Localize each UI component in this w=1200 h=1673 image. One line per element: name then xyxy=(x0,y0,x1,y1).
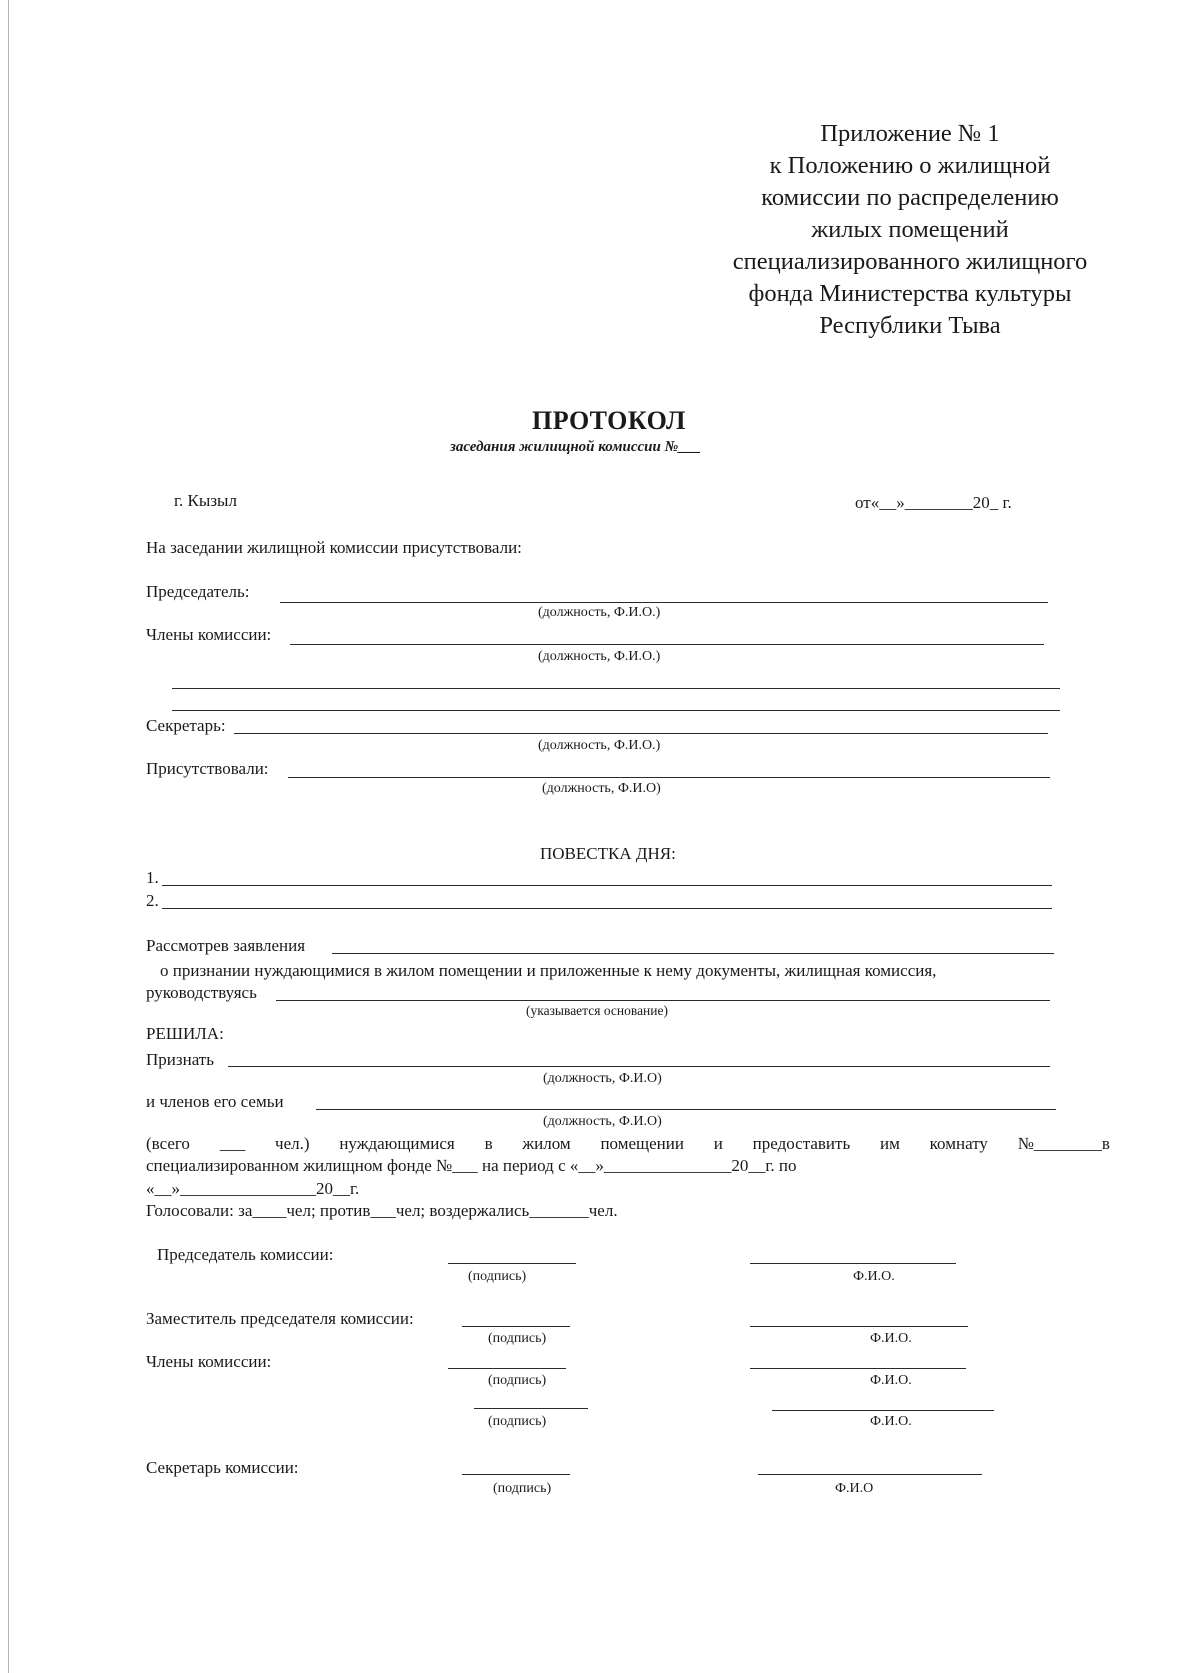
hint-position: (должность, Ф.И.О) xyxy=(543,1071,662,1086)
justified-word: чел.) xyxy=(275,1134,310,1153)
fio-hint: Ф.И.О. xyxy=(870,1331,912,1346)
signature-line xyxy=(462,1326,570,1327)
present-heading: На заседании жилищной комиссии присутствовали: xyxy=(146,538,522,557)
fio-hint: Ф.И.О. xyxy=(870,1373,912,1388)
decided-label: РЕШИЛА: xyxy=(146,1024,224,1043)
members-label: Члены комиссии: xyxy=(146,625,272,644)
members-line-extra xyxy=(172,688,1060,689)
signature-hint: (подпись) xyxy=(493,1481,552,1496)
document-title: ПРОТОКОЛ xyxy=(532,406,686,435)
attended-label: Присутствовали: xyxy=(146,759,269,778)
appendix-line: Республики Тыва xyxy=(819,312,1001,339)
justified-line xyxy=(146,1135,1110,1152)
date-field: от«__»________20_ г. xyxy=(855,493,1012,512)
justified-word: ___ xyxy=(219,1134,246,1153)
period-text: специализированном жилищном фонде №___ на период с «__»_______________20__г. по xyxy=(146,1156,797,1175)
justified-word: (всего xyxy=(146,1134,190,1153)
hint-position: (должность, Ф.И.О) xyxy=(542,781,661,796)
recognize-line xyxy=(228,1066,1050,1067)
signature-hint: (подпись) xyxy=(488,1331,547,1346)
justified-word: нуждающимися xyxy=(339,1134,455,1153)
signature-hint: (подпись) xyxy=(488,1414,547,1429)
family-label: и членов его семьи xyxy=(146,1092,284,1111)
fio-hint: Ф.И.О. xyxy=(853,1269,895,1284)
recognize-label: Признать xyxy=(146,1050,214,1069)
period-end: «__»________________20__г. xyxy=(146,1179,360,1198)
fio-hint-last: Ф.И.О xyxy=(835,1481,874,1496)
considered-text: о признании нуждающимися в жилом помещении и приложенные к нему документы, жилищная комиссия, xyxy=(160,961,937,980)
sig-deputy-label: Заместитель председателя комиссии: xyxy=(146,1309,414,1328)
signature-line xyxy=(448,1263,576,1264)
hint-position: (должность, Ф.И.О.) xyxy=(538,738,661,753)
justified-word: №________в xyxy=(1017,1134,1110,1153)
fio-line xyxy=(750,1368,966,1369)
agenda-item-number: 1. xyxy=(146,868,159,887)
agenda-line xyxy=(162,908,1052,909)
justified-word: жилом xyxy=(522,1134,571,1153)
guided-label: руководствуясь xyxy=(146,983,257,1002)
attended-line xyxy=(288,777,1050,778)
secretary-line xyxy=(234,733,1048,734)
members-line-extra xyxy=(172,710,1060,711)
justified-word: предоставить xyxy=(752,1134,851,1153)
fio-hint: Ф.И.О. xyxy=(870,1414,912,1429)
chairman-line xyxy=(280,602,1048,603)
agenda-item-number: 2. xyxy=(146,891,159,910)
fio-line xyxy=(750,1326,968,1327)
sig-chairman-label: Председатель комиссии: xyxy=(157,1245,334,1264)
guided-line xyxy=(276,1000,1050,1001)
appendix-line: жилых помещений xyxy=(811,216,1009,243)
agenda-title: ПОВЕСТКА ДНЯ: xyxy=(540,844,676,863)
considered-label: Рассмотрев заявления xyxy=(146,936,306,955)
vote-text: Голосовали: за____чел; против___чел; воздержались_______чел. xyxy=(146,1201,618,1220)
hint-position: (должность, Ф.И.О.) xyxy=(538,649,661,664)
signature-hint: (подпись) xyxy=(468,1269,527,1284)
appendix-block xyxy=(690,118,1130,342)
justified-word: комнату xyxy=(929,1134,988,1153)
signature-hint: (подпись) xyxy=(488,1373,547,1388)
page-edge xyxy=(8,0,9,1673)
signature-line xyxy=(448,1368,566,1369)
hint-position: (должность, Ф.И.О.) xyxy=(538,605,661,620)
justified-word: помещении xyxy=(600,1134,684,1153)
justified-word: в xyxy=(484,1134,493,1153)
sig-members-label: Члены комиссии: xyxy=(146,1352,272,1371)
sig-secretary-label: Секретарь комиссии: xyxy=(146,1458,299,1477)
fio-line xyxy=(758,1474,982,1475)
signature-line xyxy=(462,1474,570,1475)
justified-word: им xyxy=(880,1134,900,1153)
city-label: г. Кызыл xyxy=(174,491,237,510)
agenda-line xyxy=(162,885,1052,886)
secretary-label: Секретарь: xyxy=(146,716,226,735)
members-line xyxy=(290,644,1044,645)
signature-line xyxy=(474,1408,588,1409)
appendix-line: специализированного жилищного xyxy=(732,248,1088,275)
hint-basis: (указывается основание) xyxy=(526,1003,668,1018)
appendix-line: комиссии по распределению xyxy=(761,184,1059,211)
appendix-line: Приложение № 1 xyxy=(820,120,1000,147)
fio-line xyxy=(750,1263,956,1264)
hint-position: (должность, Ф.И.О) xyxy=(543,1114,662,1129)
document-subtitle: заседания жилищной комиссии №___ xyxy=(450,439,701,455)
considered-line xyxy=(332,953,1054,954)
justified-word: и xyxy=(713,1134,723,1153)
appendix-line: фонда Министерства культуры xyxy=(748,280,1072,307)
family-line xyxy=(316,1109,1056,1110)
fio-line xyxy=(772,1410,994,1411)
chairman-label: Председатель: xyxy=(146,582,250,601)
appendix-line: к Положению о жилищной xyxy=(769,152,1051,179)
